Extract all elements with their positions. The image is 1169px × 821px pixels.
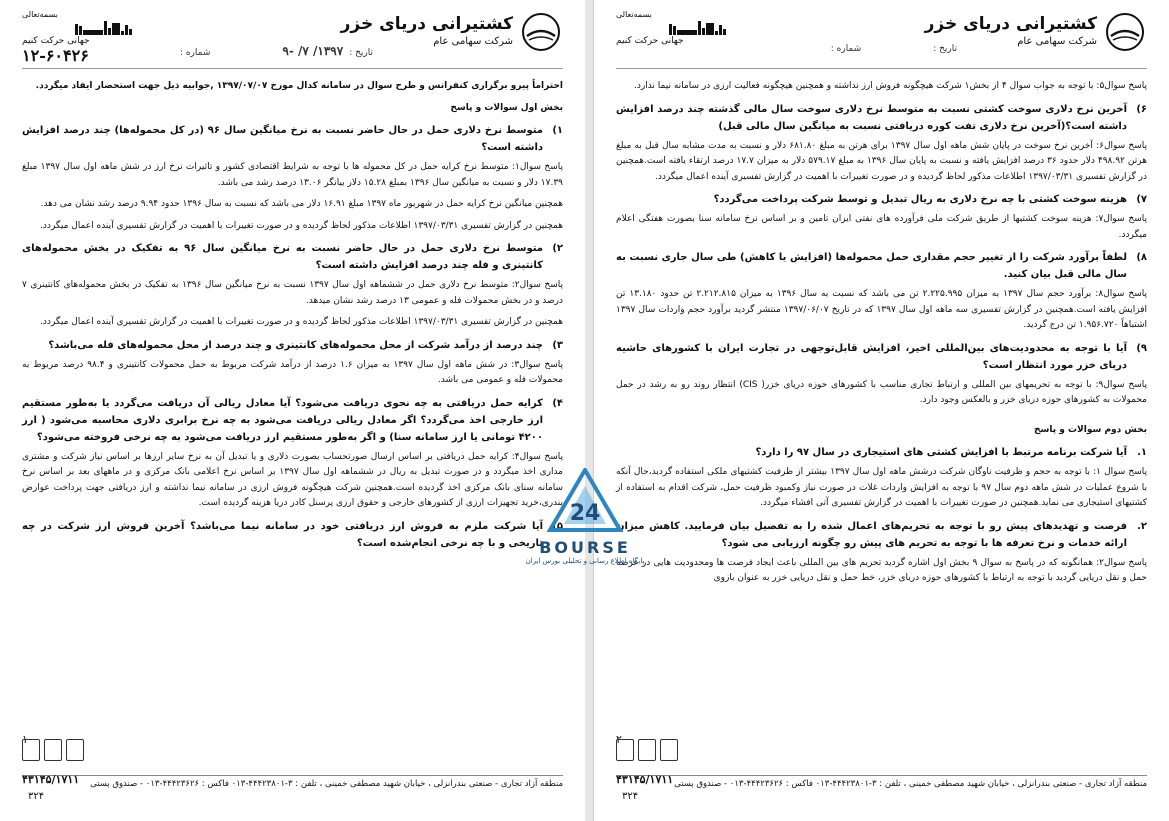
page-number: ۲ <box>616 733 622 746</box>
answer: همچنین میانگین نرخ کرایه حمل در شهریور ماه ۱۳۹۷ مبلغ ۱۶.۹۱ دلار می باشد که نسبت به سال ۱۳۹۶ حدود ۹.۹۴ درصد رشد نشان می دهد. <box>40 199 563 209</box>
qa-item <box>616 101 1147 186</box>
question-text: آخرین نرخ دلاری سوخت کشتی نسبت به متوسط نرخ دلاری سوخت سال مالی گذشته چند درصد افزایش داشته است؟(آخرین نرخ دلاری تفت کوره دریافتی نسبت به میانگین سال مالی قبل) <box>616 103 1127 132</box>
date-number-row <box>831 44 957 54</box>
intro-paragraph: احتراماً پیرو برگزاری کنفرانس و طرح سوال در سامانه کدال مورخ ۱۳۹۷/۰۷/۰۷ ,جوابیه ذیل جهت استحضار ایفاد میگردد. <box>35 81 563 91</box>
letter-body <box>22 79 563 552</box>
answer: پاسخ سوال۵: با توجه به جواب سوال ۴ از بخش۱ شرکت هیچگونه فروش ارز نداشته و همچنین هیچگونه فعالیت ارزی در سامانه نیما ندارد. <box>633 81 1147 91</box>
company-type: شرکت سهامی عام <box>1017 36 1097 47</box>
company-type: شرکت سهامی عام <box>433 36 513 47</box>
footer-address: منطقه آزاد تجاری - صنعتی بندرانزلی ، خیابان شهید مصطفی خمینی ، تلفن : ۳-۴۴۴۲۳۸۰۱-۰۱۳ فاکس : ۴۴۴۲۳۶۲۶-۰۱۳ - صندوق پستی <box>674 779 1147 789</box>
watermark-subtitle: پایگاه اطلاع رسانی و تحلیلی بورس ایران <box>525 557 645 565</box>
postal-code: ۴۳۱۴۵/۱۷۱۱ <box>22 773 80 786</box>
question-number: ۷) <box>1136 194 1147 205</box>
svg-text:24: 24 <box>569 501 601 526</box>
answer: پاسخ سوال۹: با توجه به تحریمهای بین المللی و ارتباط تجاری مناسب با کشورهای حوزه دریای خزر( CIS) انتظار روند رو به رشد در حمل محمولات به کشورهای حوزه دریای خزر و بالعکس وجود دارد. <box>616 379 1147 405</box>
number-label: شماره : <box>830 44 862 54</box>
question-number: ۹) <box>1136 342 1147 354</box>
qa-item <box>616 340 1147 409</box>
company-name: کشتیرانی دریای خزر <box>340 14 513 34</box>
letter-footer <box>22 733 563 813</box>
number-label: شماره : <box>179 48 211 58</box>
answer: پاسخ سوال ۱: با توجه به حجم و ظرفیت ناوگان شرکت درشش ماهه اول سال ۱۳۹۷ بیشتر از ظرفیت کشتیهای ملکی استفاده گردید،حال آنکه با شروع عملیات در شش ماهه دوم سال ۹۷ با توجه به افزایش واردات غلات در صورت نیاز وکمبود ظرفیت حمل، شرکت اقدام به استفاده از کشتیهای استیجاری می نماید.همچنین در صورت تغییرات با اهمیت در گزارش تفسیری آتی افشاء میگردد. <box>616 467 1148 508</box>
letter-footer <box>616 733 1147 813</box>
question-number: ۵) <box>552 520 563 532</box>
question-number: ۲) <box>552 243 563 254</box>
question-text: متوسط نرخ دلاری حمل در حال حاضر نسبت به نرخ میانگین سال ۹۶ (در کل محموله‌ها) چند درصد افزایش داشته است؟ <box>22 125 543 153</box>
section-heading: بخش دوم سوالات و پاسخ <box>1034 424 1147 435</box>
question-number: ۲. <box>1137 520 1147 532</box>
section-heading: بخش اول سوالات و پاسخ <box>450 102 563 113</box>
answer: پاسخ سوال۷: هزینه سوخت کشتیها از طریق شرکت ملی فرآورده های نفتی ایران تامین و بر اساس نرخ سامانه سنا بصورت هفتگی اعلام میگردد. <box>616 214 1147 240</box>
qa-item <box>22 122 563 234</box>
question-text: فرصت و تهدیدهای پیش رو با توجه به تحریم‌های اعمال شده را به تفصیل بیان فرمایید. کاهش میزان ارائه خدمات و نرخ تعرفه ها با توجه به تحریم های پیش رو چگونه ارزیابی می شود؟ <box>616 520 1127 549</box>
qa-item <box>22 518 563 552</box>
date-label: تاریخ : <box>349 48 373 58</box>
ship-stamp-icon <box>32 21 132 35</box>
answer: پاسخ سوال۲: همانگونه که در پاسخ به سوال ۹ بخش اول اشاره گردید تحریم های بین المللی باعث ایجاد فرصت ها ومحدودیت هایی در عرصه حمل و نقل دریایی گردید با توجه به ارتباط با کشورهای حوزه دریای خزر، خط حمل و نقل دریایی خزر به عنوان بازوی <box>616 557 1147 583</box>
question-number: ۴) <box>552 397 563 409</box>
question <box>616 101 1147 135</box>
question-text: کرایه حمل دریافتی به چه نحوی دریافت می‌شود؟ آیا معادل ریالی آن دریافت می‌گردد یا به‌طور مستقیم ارز خارجی اخذ می‌گردد؟ اگر معادل ریالی دریافت می‌شود به چه نرخ برابری دلاری محاسبه می‌شود ( ارز ۴۲۰۰ تومانی یا ارز سامانه سنا) و اگر به‌طور مستقیم ارز دریافت می‌شود به چه نرخی فروخته می‌شود؟ <box>22 397 543 443</box>
date-number-row <box>180 44 373 58</box>
qa-item <box>616 191 1147 243</box>
question <box>22 518 563 552</box>
question <box>616 340 1147 374</box>
qa-item <box>616 444 1147 512</box>
letterhead <box>616 8 1147 69</box>
company-logo-icon <box>519 12 563 52</box>
question <box>616 518 1147 552</box>
answer: پاسخ سوال۶: آخرین نرخ سوخت در پایان شش ماهه اول سال ۱۳۹۷ برای هرتن به مبلغ ۶۸۱.۸۰ دلار و نسبت به مدت مشابه سال قبل به مبلغ هرتن ۴۹۸.۹۲ دلار حدود ۳۶ درصد افزایش یافته و نسبت به پایان سال ۱۳۹۶ به مبلغ ۵۷۹.۱۷ دلار به میزان ۱۷.۷ درصد ارتقاء یافته است.همچنین در گزارش تفسیری ۱۳۹۷/۰۳/۳۱ اطلاعات مذکور لحاظ گردیده و در صورت تغییرات با اهمیت در گزارش تفسیری آینده اعمال میگردد. <box>616 140 1147 182</box>
question-text: هزینه سوخت کشتی با چه نرخ دلاری به ریال تبدیل و توسط شرکت پرداخت می‌گردد؟ <box>713 194 1127 205</box>
answer: همچنین در گزارش تفسیری ۱۳۹۷/۰۳/۳۱ اطلاعات مذکور لحاظ گردیده و در صورت تغییرات با اهمیت در گزارش تفسیری آینده اعمال میگردد. <box>40 317 563 327</box>
document-page-2 <box>593 0 1169 821</box>
question <box>22 337 563 354</box>
question-number: ۱. <box>1137 447 1147 458</box>
watermark-text: BOURSE <box>539 538 631 557</box>
answer: پاسخ سوال۲: متوسط نرخ دلاری حمل در ششماهه اول سال ۱۳۹۷ نسبت به نرخ میانگین سال ۱۳۹۶ به تفکیک در بخش محموله‌های کانتینری ۷ درصد و در بخش محمولات فله و عمومی ۱۳ درصد رشد نشان میدهد. <box>22 280 563 306</box>
postal-code: ۴۳۱۴۵/۱۷۱۱ <box>616 773 674 786</box>
certification-icons <box>616 739 678 761</box>
question-number: ۶) <box>1136 103 1147 115</box>
handwritten-number: ۱۲-۶۰۴۲۶ <box>22 46 89 65</box>
question <box>22 395 563 446</box>
basmala: بسمه‌تعالی <box>22 10 58 19</box>
question <box>616 249 1147 283</box>
answer: پاسخ سوال۱: متوسط نرخ کرایه حمل در کل محموله ها با توجه به شرایط اقتصادی کشور و تاثیرات نرخ ارز در شش ماهه اول سال ۱۳۹۷ مبلغ ۱۷.۳۹ دلار و نسبت به میانگین سال ۱۳۹۶ بمبلغ ۱۵.۲۸ دلار بیانگر ۱۳.۰۶ درصد رشد می باشد. <box>22 162 563 188</box>
question-text: لطفاً برآورد شرکت را از تغییر حجم مقداری حمل محموله‌ها (افزایش یا کاهش) طی سال جاری نسبت به سال مالی قبل بیان کنید. <box>616 252 1127 280</box>
question <box>22 122 563 156</box>
bourse-watermark <box>510 468 660 578</box>
question-text: متوسط نرخ دلاری حمل در حال حاضر نسبت به نرخ میانگین سال ۹۶ به تفکیک در بخش محموله‌های کانتینری و فله چند درصد افزایش داشته است؟ <box>22 243 543 271</box>
footer-address: منطقه آزاد تجاری - صنعتی بندرانزلی ، خیابان شهید مصطفی خمینی ، تلفن : ۳-۴۴۴۲۳۸۰۱-۰۱۳ فاکس : ۴۴۴۲۳۶۲۶-۰۱۳ - صندوق پستی <box>90 779 563 789</box>
letterhead <box>22 8 563 69</box>
question <box>616 191 1147 208</box>
question <box>22 240 563 274</box>
slogan: جهانی حرکت کنیم <box>22 36 90 46</box>
question-number: ۱) <box>552 125 563 136</box>
letterhead-left <box>22 10 132 65</box>
question <box>616 444 1147 461</box>
answer: پاسخ سوال۸: برآورد حجم سال ۱۳۹۷ به میزان ۲.۲۲۵.۹۹۵ تن می باشد که نسبت به سال ۱۳۹۶ به میزان ۲.۲۱۲.۸۱۵ تن حدود ۱۳.۱۸۰ تن افزایش یافته است.همچنین در گزارش تفسیری سه ماهه اول سال ۱۳۹۷ که در تاریخ ۱۳۹۷/۰۶/۰۷ منتشر گردید برآورد حجم واردات سال ۱۳۹۷ اشتباهاً ۱.۹۵۶.۷۲۰ تن درج گردید. <box>616 289 1148 330</box>
letter-body <box>616 79 1147 587</box>
postal-sub: ۳۲۴ <box>28 791 45 802</box>
page-gap <box>585 0 593 821</box>
question-text: آیا با توجه به محدودیت‌های بین‌المللی اخیر، افزایش قابل‌توجهی در تجارت ایران با کشورهای حاشیه دریای خزر مورد انتظار است؟ <box>616 342 1127 371</box>
answer: پاسخ سوال۴: کرایه حمل دریافتی بر اساس ارسال صورتحساب بصورت دلاری و یا تبدیل آن به نرخ سایر ارزها بر اساس نیاز شرکت و مشتری مداری اخذ میگردد و در صورت تبدیل به ریال در ششماهه اول سال ۱۳۹۷ بر اساس نرخ اعلامی بانک مرکزی و در ماههای بعد بر اساس نرخ سامانه سنای بانک مرکزی اخذ گردیده است.همچنین شرکت هیچگونه فروش ارزی در سامانه نیما نداشته و ارز دریافتی جهت پرداخت عوارض بندری،خرید تجهیزات ارزی از کشورهای خارجی و حقوق ارزی پرسنل کادر دریا هزینه گردیده است. <box>22 451 564 508</box>
certification-icons <box>22 739 84 761</box>
page-number: ۱ <box>22 733 28 746</box>
question-number: ۳) <box>552 339 563 351</box>
date-value: ۱۳۹۷/ ۷/ -۹ <box>282 44 344 58</box>
question-text: آیا شرکت ملزم به فروش ارز دریافتی خود در سامانه نیما می‌باشد؟ آخرین فروش ارز شرکت در چه تاریخی و با چه نرخی انجام‌شده است؟ <box>22 520 543 549</box>
date-label: تاریخ : <box>933 44 957 54</box>
company-name: کشتیرانی دریای خزر <box>924 14 1097 34</box>
slogan: جهانی حرکت کنیم <box>616 36 684 46</box>
question-text: آیا شرکت برنامه مرتبط با افزایش کشتی های استیجاری در سال ۹۷ را دارد؟ <box>755 447 1127 458</box>
question-text: چند درصد از درآمد شرکت از محل محموله‌های کانتینری و چند درصد از محل محموله‌های فله می‌باشد؟ <box>48 339 543 351</box>
basmala: بسمه‌تعالی <box>616 10 652 19</box>
qa-item <box>22 240 563 331</box>
company-logo-icon <box>1103 12 1147 52</box>
letterhead-left <box>616 10 726 46</box>
answer: همچنین در گزارش تفسیری ۱۳۹۷/۰۳/۳۱ اطلاعات مذکور لحاظ گردیده و در صورت تغییرات با اهمیت در گزارش تفسیری آینده اعمال میگردد. <box>40 220 563 231</box>
qa-item <box>22 337 563 389</box>
question-number: ۸) <box>1136 252 1147 263</box>
ship-stamp-icon <box>626 21 726 35</box>
answer: پاسخ سوال۳: در شش ماهه اول سال ۱۳۹۷ به میزان ۱.۶ درصد از درآمد شرکت مربوط به حمل محمولات کانتینری و ۹۸.۴ درصد مربوط به محمولات فله و عمومی می باشد. <box>22 359 563 385</box>
qa-item <box>616 249 1147 334</box>
postal-sub: ۳۲۴ <box>622 791 639 802</box>
qa-item <box>616 518 1147 587</box>
qa-item <box>22 395 563 512</box>
bourse-logo-icon <box>530 468 640 534</box>
